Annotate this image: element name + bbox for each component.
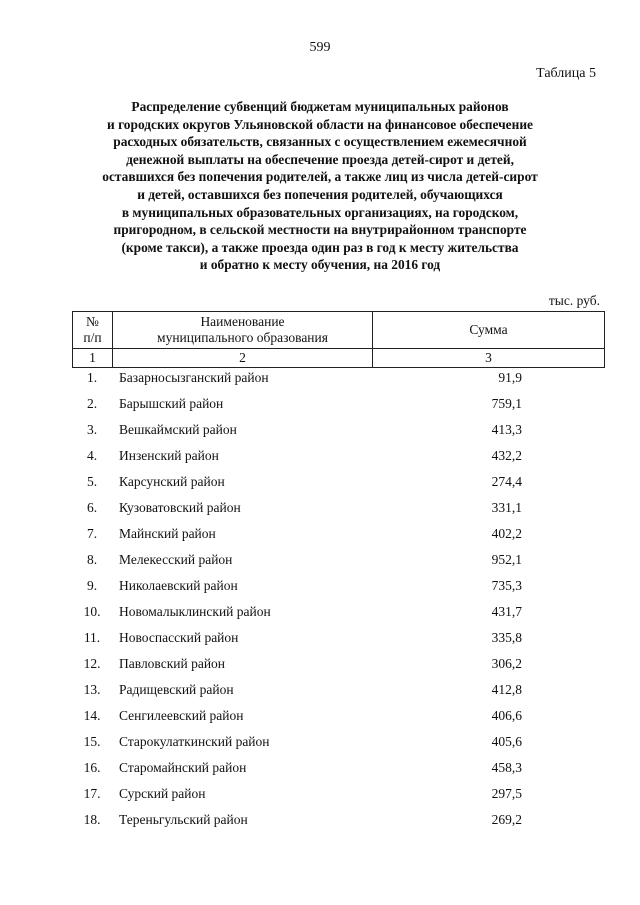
municipality-name: Мелекесский район	[119, 552, 233, 567]
title-line: пригородном, в сельской местности на внутрирайонном транспорте	[113, 222, 527, 238]
row-number: 15.	[83, 734, 101, 749]
amount-value: 432,2	[491, 448, 522, 463]
municipality-name: Инзенский район	[119, 448, 219, 463]
row-number: 6.	[86, 500, 98, 515]
column-number-row	[73, 349, 605, 368]
table-row	[72, 548, 605, 574]
table-row	[72, 522, 605, 548]
row-number: 18.	[83, 812, 101, 827]
column-number-2: 2	[113, 349, 373, 368]
municipality-name: Карсунский район	[119, 474, 225, 489]
title-line: расходных обязательств, связанных с осуществлением ежемесячной	[113, 134, 527, 150]
amount-value: 735,3	[491, 578, 522, 593]
municipality-name: Новомалыклинский район	[119, 604, 271, 619]
title-line: денежной выплаты на обеспечение проезда детей-сирот и детей,	[126, 151, 514, 167]
table-row	[72, 730, 605, 756]
amount-value: 413,3	[491, 422, 522, 437]
table-row	[72, 574, 605, 600]
amount-value: 306,2	[491, 656, 522, 671]
municipality-name: Старокулаткинский район	[119, 734, 270, 749]
amount-value: 331,1	[491, 500, 522, 515]
amount-value: 297,5	[491, 786, 522, 801]
header-name-cell	[113, 312, 373, 349]
table-row	[72, 756, 605, 782]
table-label: Таблица 5	[536, 66, 596, 81]
row-number: 10.	[83, 604, 101, 619]
header-name-line2: муниципального образования	[157, 330, 328, 345]
title-line: (кроме такси), а также проезда один раз в год к месту жительства	[121, 239, 519, 255]
table-row	[72, 652, 605, 678]
municipality-name: Сурский район	[119, 786, 206, 801]
row-number: 14.	[83, 708, 101, 723]
row-number: 7.	[86, 526, 98, 541]
row-number: 11.	[83, 630, 101, 645]
amount-value: 759,1	[491, 396, 522, 411]
title-line: и городских округов Ульяновской области на финансовое обеспечение	[107, 116, 533, 132]
row-number: 2.	[86, 396, 98, 411]
municipality-name: Сенгилеевский район	[119, 708, 244, 723]
row-number: 5.	[86, 474, 98, 489]
municipality-name: Барышский район	[119, 396, 224, 411]
amount-value: 405,6	[491, 734, 522, 749]
header-sum-cell: Сумма	[373, 312, 605, 349]
table-row	[72, 366, 605, 392]
header-number-line2: п/п	[83, 330, 102, 345]
amount-value: 91,9	[498, 370, 522, 385]
table-row	[72, 782, 605, 808]
municipality-name: Тереньгульский район	[119, 812, 248, 827]
header-number-cell	[73, 312, 113, 349]
header-row	[73, 312, 605, 349]
table-row	[72, 704, 605, 730]
municipality-name: Старомайнский район	[119, 760, 247, 775]
amount-value: 274,4	[491, 474, 522, 489]
table-row	[72, 392, 605, 418]
municipality-name: Майнский район	[119, 526, 216, 541]
table-row	[72, 418, 605, 444]
amount-value: 406,6	[491, 708, 522, 723]
amount-value: 458,3	[491, 760, 522, 775]
table-body	[72, 366, 605, 834]
table-row	[72, 444, 605, 470]
row-number: 8.	[86, 552, 98, 567]
municipality-name: Кузоватовский район	[119, 500, 241, 515]
table-row	[72, 678, 605, 704]
amount-value: 952,1	[491, 552, 522, 567]
row-number: 16.	[83, 760, 101, 775]
table-row	[72, 496, 605, 522]
title-line: и обратно к месту обучения, на 2016 год	[199, 257, 441, 273]
column-number-3: 3	[373, 349, 605, 368]
table-row	[72, 808, 605, 834]
municipality-name: Николаевский район	[119, 578, 238, 593]
row-number: 1.	[86, 370, 98, 385]
row-number: 17.	[83, 786, 101, 801]
title-line: в муниципальных образовательных организациях, на городском,	[121, 204, 519, 220]
amount-value: 269,2	[491, 812, 522, 827]
row-number: 3.	[86, 422, 98, 437]
title-line: и детей, оставшихся без попечения родителей, обучающихся	[137, 186, 503, 202]
row-number: 12.	[83, 656, 101, 671]
municipality-name: Павловский район	[119, 656, 226, 671]
title-line: оставшихся без попечения родителей, а также лиц из числа детей-сирот	[102, 169, 538, 185]
table-row	[72, 470, 605, 496]
document-title	[70, 98, 570, 274]
row-number: 4.	[86, 448, 98, 463]
page-number: 599	[309, 40, 331, 55]
table-row	[72, 626, 605, 652]
municipality-name: Новоспасский район	[119, 630, 239, 645]
row-number: 13.	[83, 682, 101, 697]
municipality-name: Базарносызганский район	[119, 370, 269, 385]
row-number: 9.	[86, 578, 98, 593]
column-number-1: 1	[73, 349, 113, 368]
amount-value: 431,7	[491, 604, 522, 619]
title-line: Распределение субвенций бюджетам муниципальных районов	[131, 99, 509, 114]
amount-value: 335,8	[491, 630, 522, 645]
municipality-name: Радищевский район	[119, 682, 234, 697]
amount-value: 412,8	[491, 682, 522, 697]
header-name-line1: Наименование	[200, 314, 285, 329]
amount-value: 402,2	[491, 526, 522, 541]
units-label: тыс. руб.	[548, 293, 600, 308]
municipality-name: Вешкаймский район	[119, 422, 237, 437]
table-row	[72, 600, 605, 626]
table-header	[72, 311, 605, 368]
header-number-line1: №	[86, 314, 99, 329]
